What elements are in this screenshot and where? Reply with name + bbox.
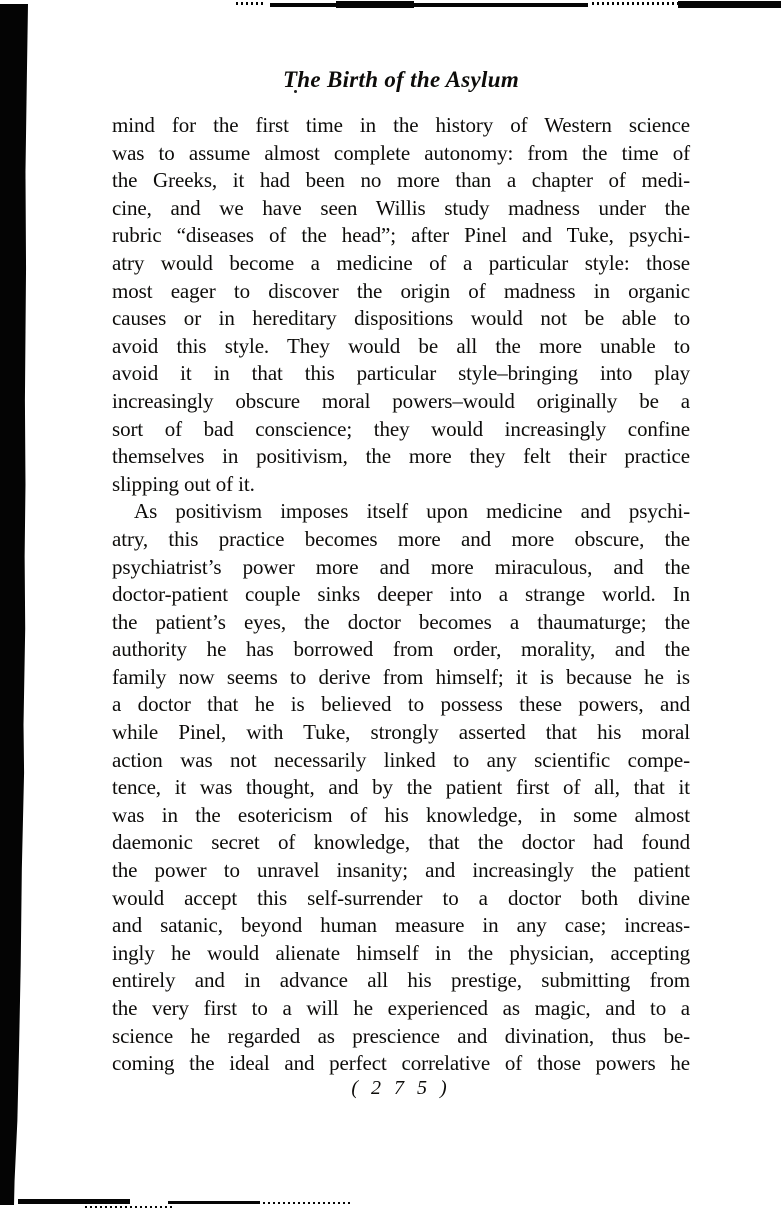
text-line: entirely and in advance all his prestige, submitting from [112,968,690,993]
text-line: sort of bad conscience; they would increasingly confine [112,416,690,441]
text-line: As positivism imposes itself upon medicine and psychi- [134,499,690,524]
text-line: was to assume almost complete autonomy: from the time of [112,140,690,165]
text-line: most eager to discover the origin of madness in organic [112,278,690,303]
text-line: a doctor that he is believed to possess these powers, and [112,692,690,717]
text-line: doctor-patient couple sinks deeper into a strange world. In [112,582,690,607]
text-line: avoid this style. They would be all the more unable to [112,333,690,358]
text-line: while Pinel, with Tuke, strongly asserted that his moral [112,720,690,745]
text-line: the Greeks, it had been no more than a chapter of medi- [112,168,690,193]
text-line: atry would become a medicine of a particular style: those [112,250,690,275]
text-line: and satanic, beyond human measure in any case; increas- [112,913,690,938]
text-line: daemonic secret of knowledge, that the doctor had found [112,830,690,855]
scan-top-edge-dotted-1 [236,2,266,5]
text-line: coming the ideal and perfect correlative of those powers he [112,1051,690,1076]
scan-bottom-edge-line-2 [168,1201,260,1204]
page-number: ( 2 7 5 ) [351,1077,451,1099]
scan-bottom-edge-line-1 [18,1199,130,1204]
text-line: authority he has borrowed from order, morality, and the [112,637,690,662]
body-text [112,112,690,1078]
running-head: The Birth of the Asylum [282,67,520,92]
text-line: causes or in hereditary dispositions would not be able to [112,306,690,331]
text-line: was in the esotericism of his knowledge, in some almost [112,802,690,827]
text-line: science he regarded as prescience and divination, thus be- [112,1023,690,1048]
text-line: the very first to a will he experienced as magic, and to a [112,996,690,1020]
text-line: ingly he would alienate himself in the physician, accepting [112,940,690,965]
text-line: atry, this practice becomes more and more obscure, the [112,526,690,551]
text-line: action was not necessarily linked to any scientific compe- [112,747,690,772]
text-line: cine, and we have seen Willis study madness under the [112,195,690,220]
scan-top-edge-line-1 [270,3,588,7]
text-line: the patient’s eyes, the doctor becomes a thaumaturge; the [112,609,690,634]
scan-top-edge-thick-1 [336,1,414,8]
text-line: rubric “diseases of the head”; after Pinel and Tuke, psychi- [112,223,690,248]
text-line: tence, it was thought, and by the patient first of all, that it [112,775,690,800]
scan-bottom-edge-dotted-2 [258,1202,350,1204]
scan-gutter-bar [0,4,28,1205]
text-line: the power to unravel insanity; and increasingly the patient [112,858,690,883]
text-line: increasingly obscure moral powers–would originally be a [112,388,690,413]
text-line: mind for the first time in the history of Western science [112,113,690,137]
text-line: would accept this self-surrender to a doctor both divine [112,885,690,910]
scan-bottom-edge-dotted-1 [85,1206,173,1208]
text-line: psychiatrist’s power more and more miraculous, and the [112,554,690,579]
scan-top-edge-dotted-2 [592,2,678,5]
text-line: avoid it in that this particular style–bringing into play [112,361,690,386]
text-line: family now seems to derive from himself; it is because he is [112,664,690,689]
scan-top-edge-thick-2 [678,1,781,8]
text-line: slipping out of it. [112,471,255,496]
text-line: themselves in positivism, the more they felt their practice [112,444,690,469]
